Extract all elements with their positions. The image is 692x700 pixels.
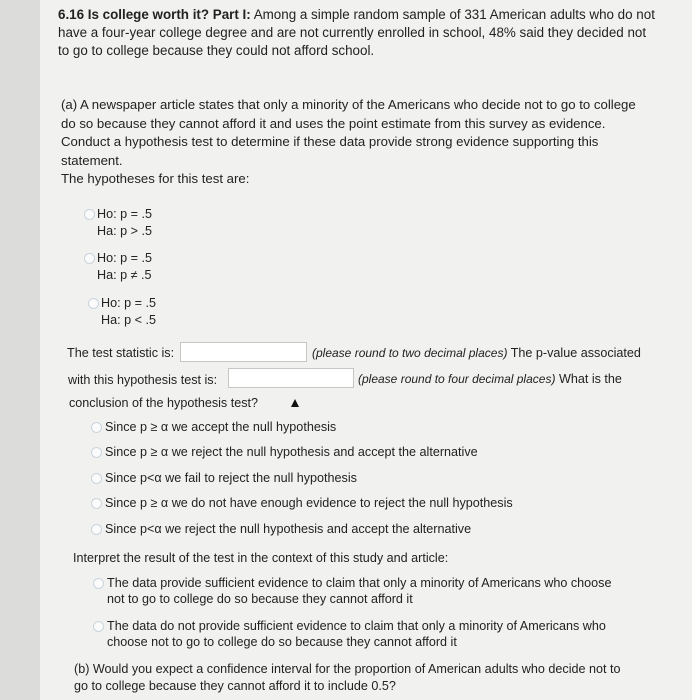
conclusion-option-1[interactable]: [91, 419, 336, 436]
radio-button[interactable]: [91, 524, 102, 535]
radio-button[interactable]: [93, 578, 104, 589]
radio-button[interactable]: [91, 473, 102, 484]
conclusion-text: Since p<α we reject the null hypothesis and accept the alternative: [105, 522, 472, 536]
interpret-option-line2: choose not to go to college do so because they cannot afford it: [107, 635, 457, 649]
hypothesis-h0: Ho: p = .5: [97, 207, 152, 221]
part-b: [74, 661, 664, 695]
conclusion-text: Since p ≥ α we reject the null hypothesis and accept the alternative: [105, 445, 478, 459]
part-a: [61, 96, 651, 189]
conclusion-question: conclusion of the hypothesis test?: [69, 396, 259, 410]
hypothesis-option-2[interactable]: [97, 250, 152, 284]
pvalue-label: with this hypothesis test is:: [68, 373, 218, 387]
radio-button[interactable]: [91, 422, 102, 433]
interpret-option-line1: The data do not provide sufficient evidence to claim that only a minority of Americans who: [107, 619, 606, 633]
interpret-option-line1: The data provide sufficient evidence to claim that only a minority of Americans who choose: [107, 576, 612, 590]
conclusion-text: Since p<α we fail to reject the null hypothesis: [105, 471, 357, 485]
interpret-option-2[interactable]: [107, 618, 647, 650]
conclusion-option-3[interactable]: [91, 470, 357, 487]
test-statistic-input[interactable]: [180, 342, 307, 362]
conclusion-option-4[interactable]: [91, 495, 513, 512]
test-statistic-hint-line: [312, 344, 641, 362]
conclusion-question-part1: What is the: [558, 372, 622, 386]
part-a-text: (a) A newspaper article states that only a minority of the Americans who decide not to go to college do so because they cannot afford it and uses the point estimate from this survey as evidence. Conduct a hypothesis test to determine if these data provide strong evidence supporting this statement.: [61, 97, 636, 168]
radio-button[interactable]: [84, 253, 95, 264]
hypothesis-option-1[interactable]: [97, 206, 152, 240]
interpret-option-line2: not to go to college do so because they cannot afford it: [107, 592, 413, 606]
interpret-label: Interpret the result of the test in the context of this study and article:: [73, 551, 449, 565]
pvalue-hint: (please round to four decimal places): [358, 372, 556, 386]
part-b-line2: go to college because they cannot afford it to include 0.5?: [74, 679, 396, 693]
hypothesis-h0: Ho: p = .5: [97, 251, 152, 265]
conclusion-option-5[interactable]: [91, 521, 471, 538]
hypothesis-h0: Ho: p = .5: [101, 296, 156, 310]
problem-number: 6.16 Is college worth it? Part I:: [58, 7, 251, 22]
interpret-option-1[interactable]: [107, 575, 647, 607]
hypothesis-ha: Ha: p ≠ .5: [97, 268, 152, 282]
radio-button[interactable]: [91, 447, 102, 458]
test-statistic-hint: (please round to two decimal places): [312, 346, 508, 360]
radio-button[interactable]: [88, 298, 99, 309]
pvalue-input[interactable]: [228, 368, 354, 388]
radio-button[interactable]: [91, 498, 102, 509]
pvalue-hint-line: [358, 370, 622, 388]
test-statistic-label: The test statistic is:: [67, 346, 175, 360]
conclusion-text: Since p ≥ α we accept the null hypothesis: [105, 420, 337, 434]
radio-button[interactable]: [93, 621, 104, 632]
problem-header: [58, 6, 658, 60]
hypotheses-label: The hypotheses for this test are:: [61, 171, 250, 186]
mouse-cursor-icon: [291, 399, 299, 407]
conclusion-text: Since p ≥ α we do not have enough evidence to reject the null hypothesis: [105, 496, 513, 510]
hypothesis-ha: Ha: p < .5: [101, 313, 156, 327]
part-b-line1: (b) Would you expect a confidence interval for the proportion of American adults who decide not to: [74, 662, 621, 676]
hypothesis-ha: Ha: p > .5: [97, 224, 152, 238]
problem-intro: Among a simple random sample of 331 American adults who do not have a four-year college degree and are not currently enrolled in school, 48% said they decided not to go to college because they could not afford school.: [58, 7, 655, 58]
conclusion-option-2[interactable]: [91, 444, 478, 461]
hypothesis-option-3[interactable]: [101, 295, 156, 329]
pvalue-intro: The p-value associated: [510, 346, 641, 360]
radio-button[interactable]: [84, 209, 95, 220]
